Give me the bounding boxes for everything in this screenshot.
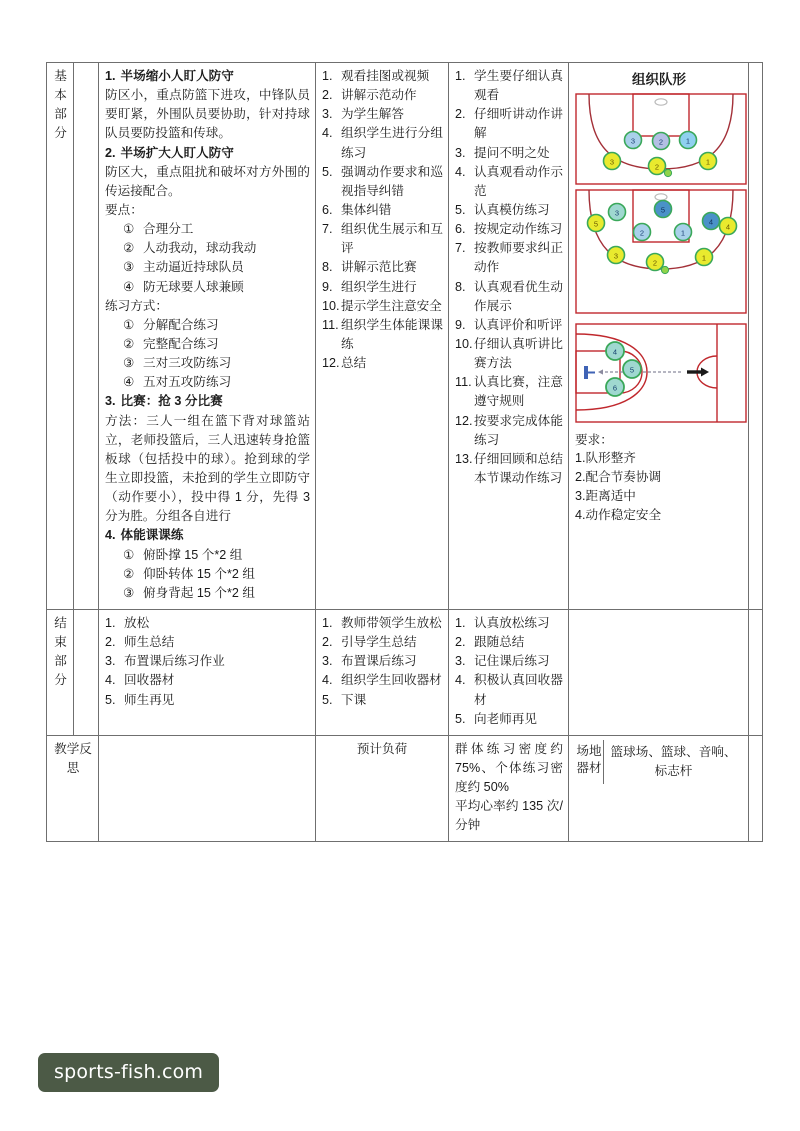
list-item: 4. 回收器材 — [105, 673, 175, 688]
student-activity-text: 认真观看优生动作展示 — [474, 279, 563, 313]
list-item: 4. 组织学生进行分组练习 — [322, 126, 443, 160]
teacher-activity-list — [322, 67, 443, 373]
list-item: 12. 按要求完成体能练习 — [455, 413, 563, 447]
teacher-activity-text: 为学生解答 — [341, 107, 404, 122]
list-item — [105, 373, 310, 392]
list-item: 11. 认真比赛，注意遵守规则 — [455, 375, 563, 409]
svg-text:6: 6 — [612, 383, 618, 393]
requirements-label: 要求： — [575, 432, 613, 447]
svg-text:4: 4 — [708, 217, 714, 227]
method-text: 完整配合练习 — [143, 336, 219, 351]
attacker-marker — [647, 253, 664, 270]
ending-content-text: 放松 — [124, 615, 150, 630]
fitness-mark: ③ — [123, 585, 135, 600]
ending-part-right-spacer-cell — [749, 609, 763, 735]
diagram-title: 组织队形 — [632, 72, 686, 87]
attacker-marker — [700, 152, 717, 169]
main-item2-heading — [105, 144, 310, 163]
ending-content-text: 布置课后练习作业 — [124, 654, 225, 669]
svg-text:4: 4 — [725, 222, 731, 232]
row-label-main-part-text: 基本部分 — [54, 69, 67, 141]
list-item: 3. 记住课后练习 — [455, 654, 550, 669]
list-item: 13. 仔细回顾和总结本节课动作练习 — [455, 451, 563, 485]
main-part-teacher-cell — [316, 63, 449, 610]
teacher-activity-text: 强调动作要求和巡视指导纠错 — [341, 164, 443, 198]
row-label-ending-part-text: 结束部分 — [54, 615, 67, 688]
table-row-ending-part — [47, 609, 763, 735]
list-item — [105, 278, 310, 297]
method-mark: ② — [123, 336, 135, 351]
defender-marker — [609, 203, 626, 220]
method-text: 三对三攻防练习 — [143, 356, 232, 371]
ending-part-student-cell — [449, 609, 569, 735]
svg-text:3: 3 — [609, 157, 615, 167]
list-item: 5. 师生再见 — [105, 692, 175, 707]
court-diagram-1 — [575, 93, 747, 185]
svg-text:3: 3 — [613, 251, 619, 261]
ending-part-spacer-cell — [74, 609, 99, 735]
teacher-activity-text: 集体纠错 — [341, 202, 392, 217]
defender-marker — [653, 132, 670, 149]
requirement-item: 3.距离适中 — [575, 489, 636, 504]
main-item3-heading — [105, 392, 310, 411]
attacker-marker — [696, 248, 713, 265]
teacher-activity-text: 组织优生展示和互评 — [341, 222, 443, 256]
ending-teacher-list — [322, 614, 443, 710]
list-item: 11. 组织学生体能课课练 — [322, 317, 443, 351]
reflection-right-spacer-cell — [749, 735, 763, 842]
attacker-marker — [604, 152, 621, 169]
svg-text:4: 4 — [612, 347, 618, 357]
main-item4-heading — [105, 526, 310, 545]
list-item: 9. 组织学生进行 — [322, 279, 417, 294]
svg-text:1: 1 — [705, 157, 711, 167]
svg-text:2: 2 — [639, 228, 645, 238]
load-label-cell — [316, 735, 449, 842]
list-item: 7. 组织优生展示和互评 — [322, 222, 443, 256]
svg-text:1: 1 — [701, 253, 707, 263]
method-mark: ④ — [123, 375, 135, 390]
svg-text:1: 1 — [680, 228, 686, 238]
ending-student-text: 积极认真回收器材 — [474, 673, 563, 707]
list-item: 1. 认真放松练习 — [455, 615, 550, 630]
main-item1-number: 1. — [105, 69, 116, 83]
reflection-content-cell — [99, 735, 316, 842]
load-label: 预计负荷 — [356, 741, 408, 756]
keypoint-mark: ① — [123, 222, 135, 237]
ending-content-text: 师生再见 — [124, 692, 175, 707]
teacher-activity-text: 组织学生体能课课练 — [341, 317, 443, 351]
court-diagram-3 — [575, 318, 747, 426]
svg-text:1: 1 — [685, 136, 691, 146]
method-text: 分解配合练习 — [143, 317, 219, 332]
list-item — [105, 546, 310, 565]
practice-method-list — [105, 316, 310, 393]
reflection-label-cell — [47, 735, 99, 842]
main-item2-number: 2. — [105, 145, 116, 160]
method-mark: ③ — [123, 356, 135, 371]
list-item: 10. 仔细认真听讲比赛方法 — [455, 336, 563, 371]
main-item1-body: 防区小，重点防篮下进攻，中锋队员要盯紧，外围队员要协助，针对持球队员要防投篮和传球。 — [105, 88, 310, 141]
main-item1-title: 半场缩小人盯人防守 — [120, 69, 234, 83]
student-activity-text: 仔细回顾和总结本节课动作练习 — [474, 451, 563, 485]
fitness-text: 仰卧转体 15 个*2 组 — [143, 566, 255, 581]
table-row-reflection — [47, 735, 763, 842]
watermark-text: sports-fish.com — [54, 1061, 204, 1083]
list-item: 7. 按教师要求纠正动作 — [455, 241, 563, 275]
requirement-item: 4.动作稳定安全 — [575, 508, 662, 523]
player-marker — [623, 360, 641, 378]
list-item: 2. 跟随总结 — [455, 635, 525, 650]
load-density-text: 群体练习密度约 75%、个体练习密度约 50% — [455, 741, 563, 795]
attacker-marker — [649, 157, 666, 174]
defender-marker — [625, 131, 642, 148]
list-item: 6. 按规定动作练习 — [455, 222, 563, 237]
list-item: 4. 组织学生回收器材 — [322, 673, 442, 688]
list-item — [105, 239, 310, 258]
teacher-activity-text: 讲解示范比赛 — [341, 260, 417, 275]
student-activity-text: 提问不明之处 — [474, 145, 550, 160]
equipment-label: 场地器材 — [575, 740, 604, 784]
list-item: 3. 提问不明之处 — [455, 145, 550, 160]
list-item — [105, 584, 310, 603]
keypoint-text: 人动我动，球动我动 — [143, 241, 257, 256]
teacher-activity-text: 组织学生进行分组练习 — [341, 126, 443, 160]
list-item — [105, 565, 310, 584]
practice-method-label: 练习方式： — [105, 298, 168, 313]
defender-marker — [634, 223, 651, 240]
list-item: 12. 总结 — [322, 356, 367, 371]
ball-marker — [661, 266, 668, 273]
keypoints-label: 要点： — [105, 202, 143, 217]
list-item: 1. 放松 — [105, 615, 150, 630]
ending-student-text: 认真放松练习 — [474, 615, 550, 630]
equipment-cell — [569, 735, 749, 842]
svg-text:2: 2 — [654, 162, 660, 172]
ending-teacher-text: 教师带领学生放松 — [341, 615, 442, 630]
svg-text:3: 3 — [630, 136, 636, 146]
student-activity-text: 认真评价和听评 — [474, 317, 563, 332]
list-item — [105, 316, 310, 335]
defender-marker — [680, 131, 697, 148]
ending-teacher-text: 布置课后练习 — [341, 654, 417, 669]
student-activity-text: 按要求完成体能练习 — [474, 413, 563, 447]
attacker-marker — [608, 246, 625, 263]
list-item: 5. 下课 — [322, 692, 367, 707]
player-marker — [606, 342, 624, 360]
svg-text:2: 2 — [652, 258, 658, 268]
list-item: 8. 认真观看优生动作展示 — [455, 279, 563, 313]
main-part-content-cell — [99, 63, 316, 610]
method-mark: ① — [123, 317, 135, 332]
student-activity-text: 认真比赛，注意遵守规则 — [474, 375, 563, 409]
ending-student-text: 跟随总结 — [474, 635, 525, 650]
player-marker — [606, 378, 624, 396]
main-part-diagram-cell — [569, 63, 749, 610]
attacker-marker — [588, 214, 605, 231]
student-activity-text: 按教师要求纠正动作 — [474, 241, 563, 275]
keypoint-mark: ④ — [123, 279, 135, 294]
svg-text:3: 3 — [614, 208, 620, 218]
list-item — [105, 220, 310, 239]
teacher-activity-text: 组织学生进行 — [341, 279, 417, 294]
list-item: 4. 积极认真回收器材 — [455, 673, 563, 707]
ending-student-list — [455, 614, 563, 729]
method-text: 五对五攻防练习 — [143, 375, 232, 390]
main-part-right-spacer-cell — [749, 63, 763, 610]
svg-text:5: 5 — [629, 365, 635, 375]
svg-text:2: 2 — [658, 137, 664, 147]
list-item: 1. 观看挂图或视频 — [322, 69, 430, 83]
main-item3-title: 比赛：抢 3 分比赛 — [120, 394, 223, 409]
defender-marker — [675, 223, 692, 240]
fitness-list — [105, 546, 310, 603]
requirement-item: 1.队形整齐 — [575, 451, 636, 466]
list-item: 9. 认真评价和听评 — [455, 317, 563, 332]
list-item: 8. 讲解示范比赛 — [322, 260, 417, 275]
ending-teacher-text: 引导学生总结 — [341, 635, 417, 650]
list-item: 6. 集体纠错 — [322, 202, 392, 217]
list-item: 2. 讲解示范动作 — [322, 88, 417, 103]
diagram-requirements — [575, 431, 743, 525]
fitness-text: 俯身背起 15 个*2 组 — [143, 585, 255, 600]
main-item3-body: 方法：三人一组在篮下背对球篮站立，老师投篮后，三人迅速转身抢篮板球（包括投中的球）。抢到球的学生立即投篮，未抢到的学生立即防守（动作要小），投中得 1 分，先得 3 分为胜。分组各自进行 — [105, 413, 310, 524]
court-diagram-2 — [575, 189, 747, 314]
teacher-activity-text: 讲解示范动作 — [341, 88, 417, 103]
svg-text:5: 5 — [593, 219, 599, 229]
list-item: 2. 仔细听讲动作讲解 — [455, 107, 563, 141]
defender-marker — [703, 212, 720, 229]
keypoint-text: 主动逼近持球队员 — [143, 260, 244, 275]
fitness-text: 俯卧撑 15 个*2 组 — [143, 547, 243, 562]
student-activity-text: 学生要仔细认真观看 — [474, 69, 563, 103]
list-item: 5. 认真模仿练习 — [455, 202, 550, 217]
reflection-label: 教学反思 — [54, 741, 92, 775]
requirement-item: 2.配合节奏协调 — [575, 470, 662, 485]
keypoint-text: 防无球要人球兼顾 — [143, 279, 244, 294]
list-item: 5. 强调动作要求和巡视指导纠错 — [322, 164, 443, 198]
ending-content-text: 师生总结 — [124, 635, 175, 650]
main-item2-body: 防区大，重点阻扰和破坏对方外围的传运接配合。 — [105, 164, 310, 198]
list-item: 3. 布置课后练习 — [322, 654, 417, 669]
fitness-mark: ① — [123, 547, 135, 562]
main-part-student-cell — [449, 63, 569, 610]
teacher-activity-text: 观看挂图或视频 — [341, 69, 430, 83]
ending-part-content-cell — [99, 609, 316, 735]
list-item: 5. 向老师再见 — [455, 711, 537, 726]
student-activity-list — [455, 67, 563, 488]
ending-student-text: 向老师再见 — [474, 711, 537, 726]
main-item2-title: 半场扩大人盯人防守 — [120, 145, 234, 160]
main-item4-title: 体能课课练 — [120, 528, 184, 543]
ending-part-diagram-cell — [569, 609, 749, 735]
ending-teacher-text: 下课 — [341, 692, 367, 707]
keypoints-list — [105, 220, 310, 297]
teacher-activity-text: 提示学生注意安全 — [341, 298, 442, 313]
list-item: 1. 学生要仔细认真观看 — [455, 69, 563, 103]
ball-marker — [664, 169, 671, 176]
main-part-spacer-cell — [74, 63, 99, 610]
table-row-main-part — [47, 63, 763, 610]
main-item3-number: 3. — [105, 394, 116, 409]
ending-part-teacher-cell — [316, 609, 449, 735]
row-label-ending-part — [47, 609, 74, 735]
watermark — [38, 1053, 219, 1092]
keypoint-mark: ② — [123, 241, 135, 256]
list-item — [105, 354, 310, 373]
defender-marker — [655, 200, 672, 217]
lesson-plan-table — [46, 62, 763, 842]
student-activity-text: 认真观看动作示范 — [474, 164, 563, 198]
load-value-cell — [449, 735, 569, 842]
student-activity-text: 仔细听讲动作讲解 — [474, 107, 563, 141]
list-item: 1. 教师带领学生放松 — [322, 615, 442, 630]
attacker-marker — [720, 217, 737, 234]
keypoint-mark: ③ — [123, 260, 135, 275]
ending-student-text: 记住课后练习 — [474, 654, 550, 669]
load-heartrate-text: 平均心率约 135 次/分钟 — [455, 799, 563, 833]
teacher-activity-text: 总结 — [341, 356, 367, 371]
list-item: 2. 师生总结 — [105, 635, 175, 650]
list-item: 3. 为学生解答 — [322, 107, 404, 122]
list-item: 2. 引导学生总结 — [322, 635, 417, 650]
list-item: 4. 认真观看动作示范 — [455, 164, 563, 198]
fitness-mark: ② — [123, 566, 135, 581]
main-item4-number: 4. — [105, 528, 116, 543]
row-label-main-part — [47, 63, 74, 610]
ending-teacher-text: 组织学生回收器材 — [341, 673, 442, 688]
list-item — [105, 258, 310, 277]
ending-content-text: 回收器材 — [124, 673, 175, 688]
student-activity-text: 仔细认真听讲比赛方法 — [474, 336, 563, 371]
list-item: 10. 提示学生注意安全 — [322, 298, 442, 313]
list-item — [105, 335, 310, 354]
keypoint-text: 合理分工 — [143, 222, 194, 237]
equipment-value: 篮球场、篮球、音响、标志杆 — [610, 744, 737, 778]
list-item: 3. 布置课后练习作业 — [105, 654, 225, 669]
student-activity-text: 按规定动作练习 — [474, 222, 563, 237]
student-activity-text: 认真模仿练习 — [474, 202, 550, 217]
main-item1-heading — [105, 67, 310, 86]
svg-text:5: 5 — [660, 205, 666, 215]
ending-content-list — [105, 614, 310, 710]
